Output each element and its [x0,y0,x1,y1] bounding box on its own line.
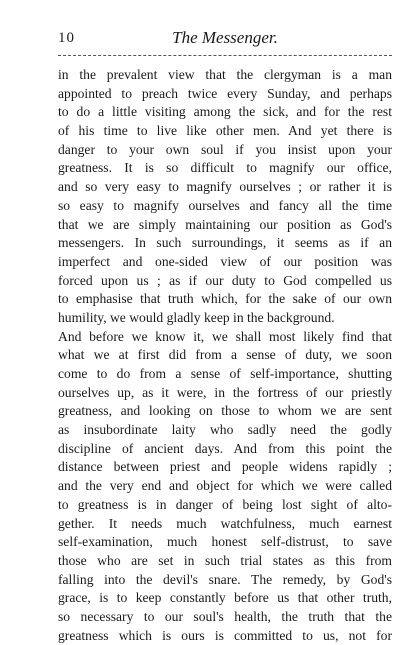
text-line: greatness. It is so difficult to magnify our office, [58,160,392,176]
header-rule [58,55,392,56]
running-title: The Messenger. [172,28,278,47]
text-line: gether. It needs much watchfulness, much earnest [58,515,392,531]
text-line: come to do from a sense of self-importance, shutting [58,366,392,381]
text-line: imperfect and one-sided view of our position was [58,253,392,269]
text-line: greatness, and looking on those to whom we are sent [58,403,392,419]
text-line: those who are set in such trial states as this from [58,552,392,568]
text-line: in the prevalent view that the clergyman is a man [58,67,392,82]
text-line: appointed to preach twice every Sunday, and perhaps [58,85,392,101]
page-header [58,28,392,50]
text-line: distance between priest and people widens rapidly ; [58,459,392,475]
text-line: forced upon us ; as if our duty to God compelled us [58,272,392,288]
text-line: to emphasise that truth which, for the sake of our own [58,291,392,307]
text-line: greatness which is ours is committed to us, not for [58,627,392,643]
text-line: as insubordinate laity who sadly need the godly [58,422,392,438]
text-line: so easy to magnify ourselves and fancy all the time [58,197,392,213]
text-line: danger to your own soul if you insist upon your [58,141,392,157]
body-text [58,66,392,645]
text-line: falling into the devil's snare. The remedy, by God's [58,571,392,587]
text-line: that we are simply maintaining our position as God's [58,216,392,232]
text-line: and so very easy to magnify ourselves ; or rather it is [58,179,392,195]
text-line: humility, we would gladly keep in the background. [58,309,335,325]
text-line: to do a little visiting among the sick, and for the rest [58,104,392,120]
text-line: so necessary to our soul's health, the truth that the [58,608,392,624]
text-line: and the very end and object for which we were called [58,478,392,494]
text-line: self-examination, much honest self-distrust, to save [58,534,392,550]
text-line: And before we know it, we shall most likely find that [58,328,392,344]
page-number: 10 [58,30,75,46]
text-line: grace, is to keep constantly before us that other truth, [58,590,392,606]
text-line: what we at first did from a sense of duty, we soon [58,347,392,363]
text-line: messengers. In such surroundings, it seems as if an [58,235,392,251]
text-line: discipline of ancient days. And from this point the [58,440,392,456]
text-line: ourselves up, as it were, in the fortress of our priestly [58,384,392,400]
text-line: to greatness is in danger of being lost sight of alto- [58,496,392,512]
text-line: of his time to live like other men. And yet there is [58,123,392,139]
